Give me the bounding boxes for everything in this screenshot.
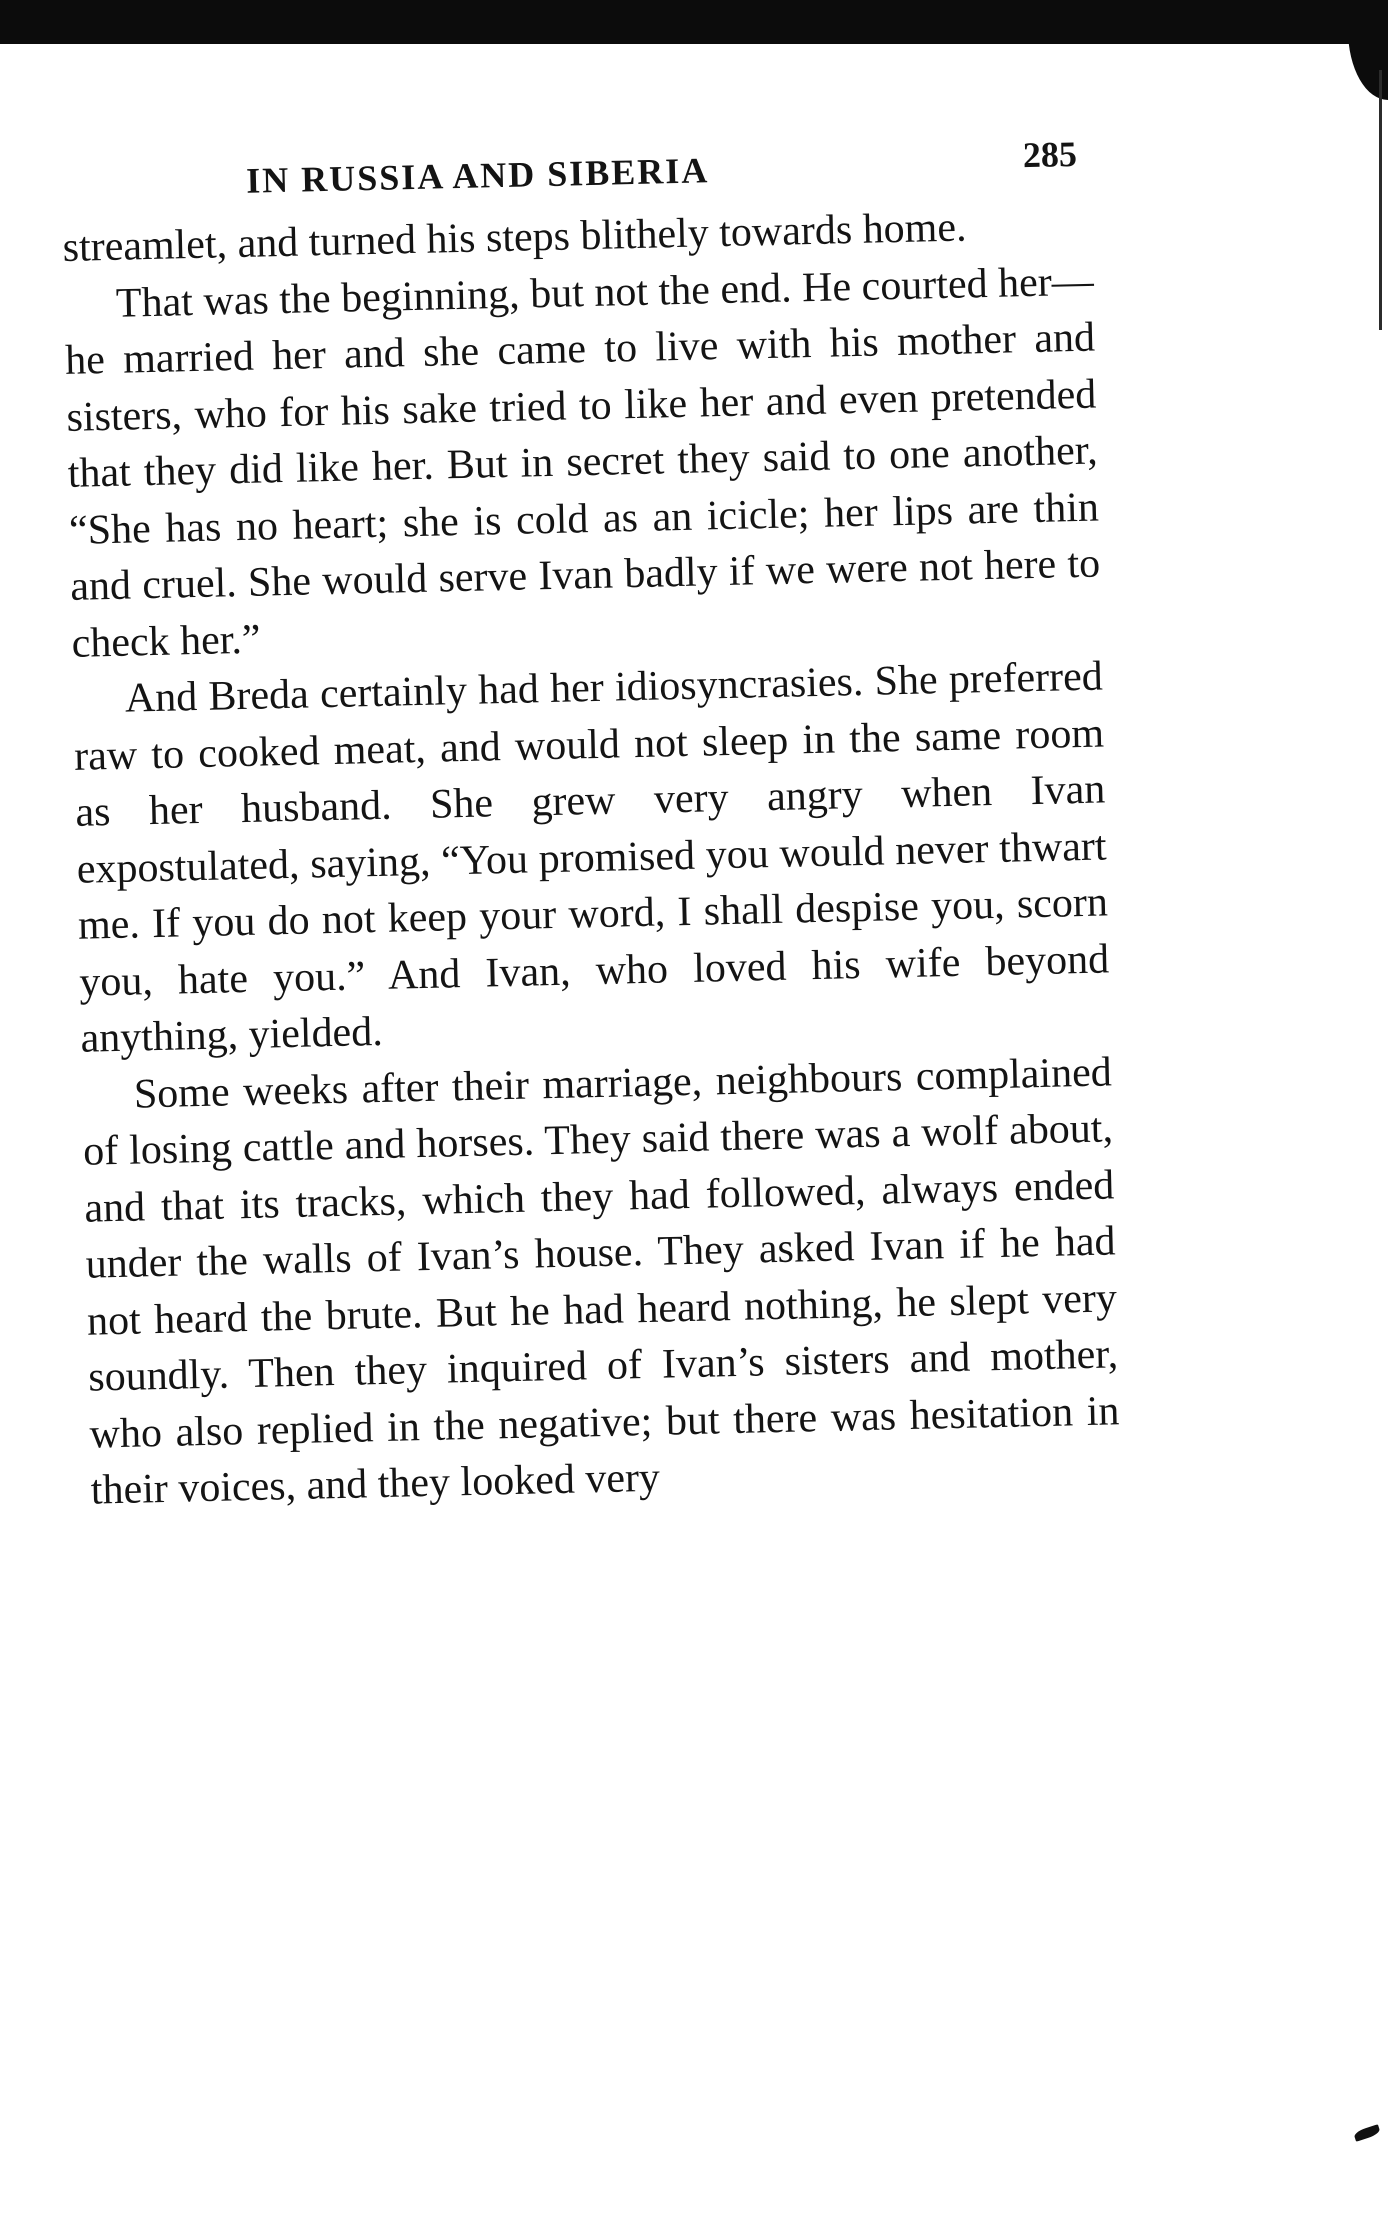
scan-right-edge — [1379, 70, 1382, 330]
book-page — [60, 107, 1121, 1520]
paragraph-2: That was the beginning, but not the end. He courted her—he married her and she came to live with his mother and sisters, who for his sake tried to like her and even pretended that they did like her. But in secret they said to one another, “She has no heart; she is cold as an icicle; her lips are thin and cruel. She would serve Ivan badly if we were not here to check her.” — [64, 258, 1101, 667]
running-head-title: IN RUSSIA AND SIBERIA — [245, 150, 710, 201]
scan-corner-shadow — [1348, 30, 1388, 100]
paragraph-4: Some weeks after their marriage, neighbours complained of losing cattle and horses. They said there was a wolf about, and that its tracks, which they had followed, always ended under the walls of Ivan’s house. They asked Ivan if he had not heard the brute. But he had heard nothing, he slept very soundly. Then they inquired of Ivan’s sisters and mother, who also replied in the negative; but there was hesitation in their voices, and they looked very — [82, 1048, 1120, 1514]
page-number: 285 — [1022, 133, 1078, 176]
paragraph-1: streamlet, and turned his steps blithely towards home. — [62, 204, 967, 271]
scan-smudge-mark — [1353, 2124, 1381, 2142]
scan-top-border — [0, 0, 1388, 44]
paragraph-3: And Breda certainly had her idiosyncrasies. She preferred raw to cooked meat, and would not sleep in the same room as her husband. She grew very angry when Ivan expostulated, saying, “You promised you would never thwart me. If you do not keep your word, I shall despise you, scorn you, hate you.” And Ivan, who loved his wife beyond anything, yielded. — [73, 653, 1110, 1062]
